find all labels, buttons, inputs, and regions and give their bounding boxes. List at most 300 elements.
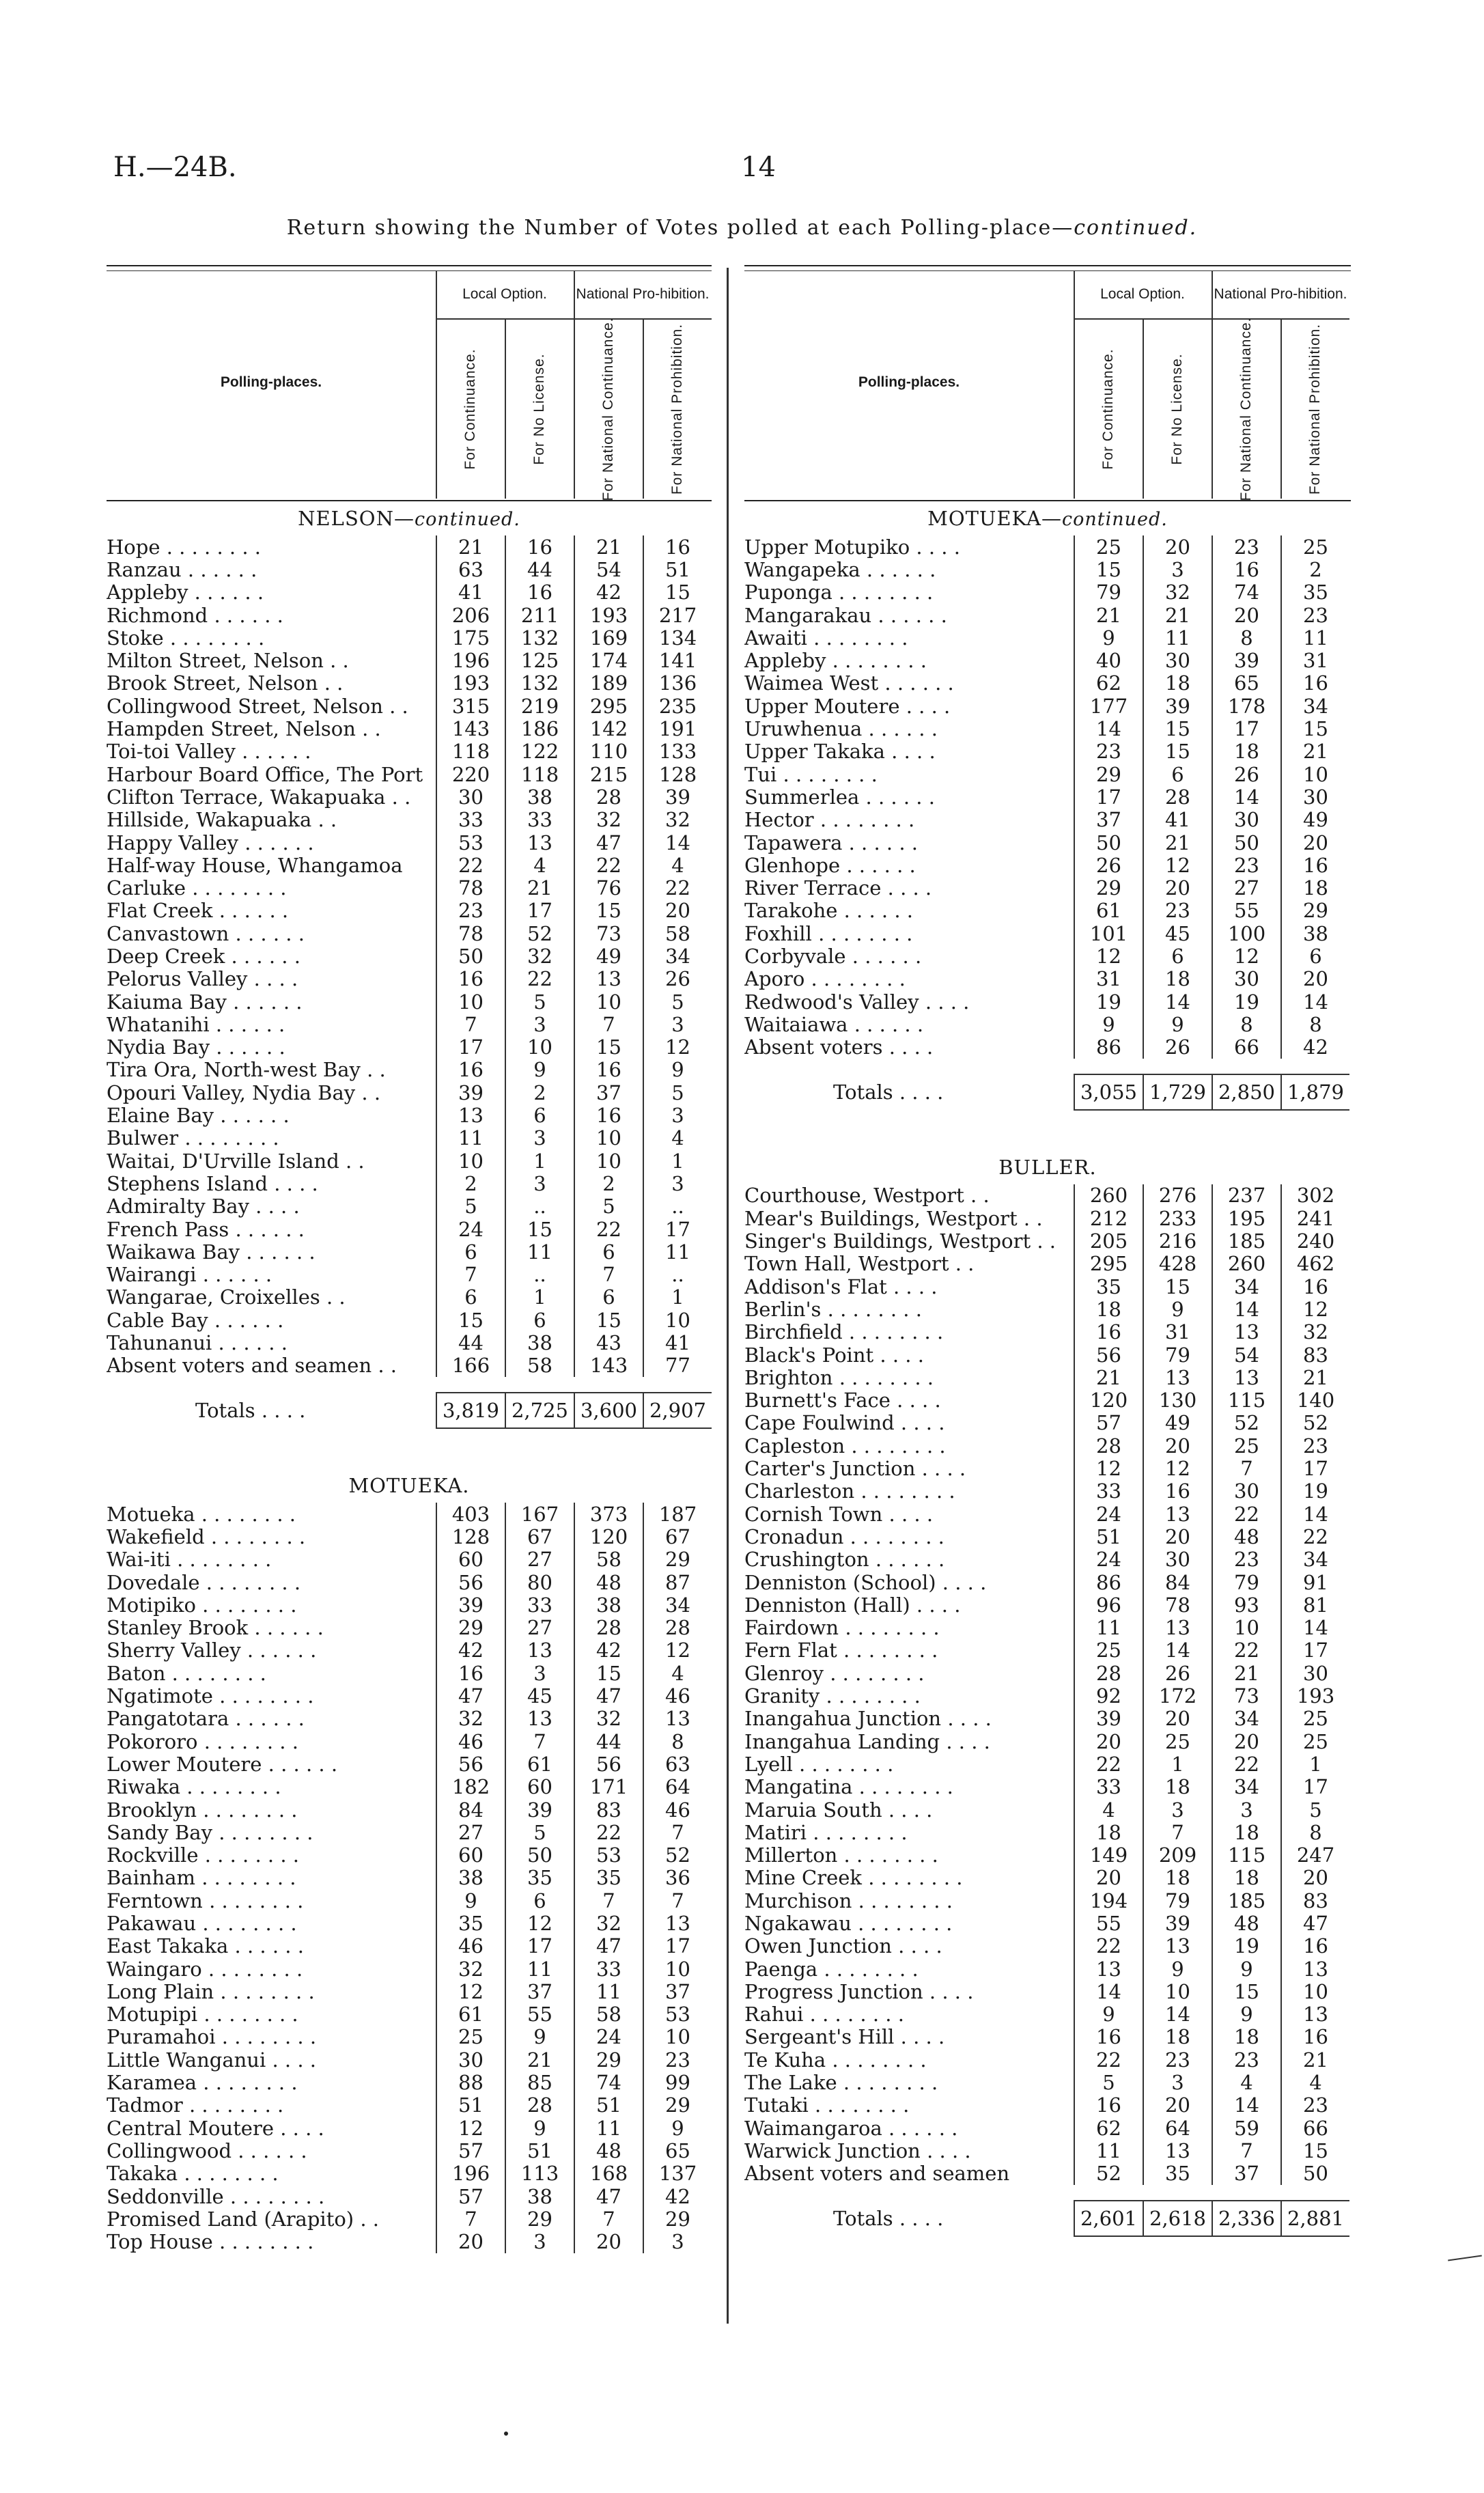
vote-count: 11 xyxy=(436,1127,505,1150)
vote-count: 216 xyxy=(1143,1229,1212,1252)
vote-count: 48 xyxy=(574,2139,643,2162)
table-row xyxy=(744,1503,1351,1525)
polling-place: Bulwer . . . . . . . . xyxy=(107,1126,279,1150)
vote-count: 10 xyxy=(574,1127,643,1150)
table-row xyxy=(107,2208,712,2230)
polling-place: Motipiko . . . . . . . . xyxy=(107,1593,297,1617)
vote-count: 93 xyxy=(1212,1593,1280,1616)
polling-place: Pokororo . . . . . . . . xyxy=(107,1729,298,1753)
table-row xyxy=(107,2117,712,2139)
polling-place: Town Hall, Westport . . xyxy=(744,1252,975,1276)
vote-count: 7 xyxy=(505,1730,574,1753)
vote-count: 78 xyxy=(436,876,505,899)
vote-count: 74 xyxy=(574,2071,643,2093)
table-row xyxy=(107,1753,712,1775)
vote-count: 47 xyxy=(436,1684,505,1707)
table-row xyxy=(107,1286,712,1309)
vote-count: 14 xyxy=(1212,785,1280,808)
table-row xyxy=(744,1708,1351,1730)
table-row xyxy=(107,2048,712,2071)
vote-count: 43 xyxy=(574,1331,643,1354)
table-row xyxy=(107,1331,712,1354)
vote-count: 39 xyxy=(436,1081,505,1104)
vote-count: 15 xyxy=(1074,558,1143,581)
vote-count: 120 xyxy=(1074,1389,1143,1412)
table-row xyxy=(107,1980,712,2003)
vote-count: 29 xyxy=(643,2094,712,2117)
vote-count: 5 xyxy=(643,1081,712,1104)
polling-place: Courthouse, Westport . . xyxy=(744,1184,990,1208)
polling-place: Stanley Brook . . . . . . xyxy=(107,1616,324,1640)
table-row xyxy=(744,1525,1351,1548)
vote-count: 23 xyxy=(1143,900,1212,922)
table-row xyxy=(107,672,712,695)
vote-count: 196 xyxy=(436,2162,505,2185)
vote-count: 3 xyxy=(505,1127,574,1150)
vote-count: 33 xyxy=(505,1593,574,1616)
vote-count: 7 xyxy=(1212,2139,1280,2162)
vote-count: 193 xyxy=(436,672,505,695)
table-row xyxy=(107,990,712,1013)
vote-count: 18 xyxy=(1212,2026,1280,2048)
vote-count: 295 xyxy=(574,695,643,717)
table-row xyxy=(744,740,1351,763)
vote-count: 17 xyxy=(1280,1639,1349,1662)
table-row xyxy=(744,900,1351,922)
vote-count: 22 xyxy=(1212,1639,1280,1662)
polling-place: Carter's Junction . . . . xyxy=(744,1457,966,1481)
table-row xyxy=(107,831,712,854)
vote-count: 276 xyxy=(1143,1184,1212,1207)
polling-place: Warwick Junction . . . . xyxy=(744,2139,971,2162)
vote-count: 49 xyxy=(1280,809,1349,831)
vote-count: 35 xyxy=(505,1867,574,1889)
vote-count: 14 xyxy=(1074,717,1143,740)
table-row xyxy=(744,1184,1351,1207)
vote-count: 54 xyxy=(574,558,643,581)
vote-count: 67 xyxy=(643,1525,712,1548)
vote-count: 27 xyxy=(505,1548,574,1571)
vote-count: 20 xyxy=(574,2230,643,2253)
vote-count: 42 xyxy=(436,1639,505,1662)
vote-count: 18 xyxy=(1143,968,1212,990)
vote-count: 50 xyxy=(1074,831,1143,854)
vote-count: 35 xyxy=(436,1912,505,1934)
vote-count: 32 xyxy=(1280,1321,1349,1343)
vote-count: 46 xyxy=(436,1935,505,1958)
table-row xyxy=(107,1571,712,1593)
table-row xyxy=(107,1525,712,1548)
polling-place: Glenhope . . . . . . xyxy=(744,853,916,877)
vote-count: 34 xyxy=(643,1593,712,1616)
table-row xyxy=(107,1104,712,1126)
vote-count: 9 xyxy=(1074,2003,1143,2026)
polling-place: Glenroy . . . . . . . . xyxy=(744,1661,925,1685)
vote-count: 10 xyxy=(1143,1980,1212,2003)
vote-count: 13 xyxy=(1143,1616,1212,1639)
vote-count: 7 xyxy=(643,1821,712,1843)
polling-place: Tui . . . . . . . . xyxy=(744,762,878,786)
vote-count: 11 xyxy=(574,1980,643,2003)
vote-count: 10 xyxy=(505,1036,574,1059)
vote-count: 34 xyxy=(1212,1776,1280,1798)
table-row xyxy=(744,1434,1351,1457)
vote-count: 23 xyxy=(1212,535,1280,558)
polling-place: Te Kuha . . . . . . . . xyxy=(744,2048,927,2072)
polling-place: Puponga . . . . . . . . xyxy=(744,581,934,604)
header-sub-2: For No License. xyxy=(1168,353,1185,465)
vote-count: 22 xyxy=(574,1218,643,1240)
vote-count: 11 xyxy=(643,1240,712,1263)
vote-count: 26 xyxy=(1143,1036,1212,1059)
vote-count: 22 xyxy=(574,854,643,876)
vote-count: 25 xyxy=(1280,1708,1349,1730)
vote-count: 115 xyxy=(1212,1389,1280,1412)
table-row xyxy=(744,785,1351,808)
polling-place: Sherry Valley . . . . . . xyxy=(107,1639,317,1662)
table-row xyxy=(107,2071,712,2093)
polling-place: Ngakawau . . . . . . . . xyxy=(744,1911,953,1935)
table-row xyxy=(744,1389,1351,1412)
vote-count: 8 xyxy=(643,1730,712,1753)
vote-count: 2 xyxy=(1280,558,1349,581)
vote-count: 185 xyxy=(1212,1229,1280,1252)
vote-count: 61 xyxy=(1074,900,1143,922)
vote-count: 26 xyxy=(1143,1662,1212,1684)
vote-count: 15 xyxy=(1280,2139,1349,2162)
table-row xyxy=(744,1843,1351,1866)
vote-count: 41 xyxy=(1143,809,1212,831)
vote-count: 96 xyxy=(1074,1593,1143,1616)
polling-place: Mear's Buildings, Westport . . xyxy=(744,1206,1043,1230)
vote-count: 51 xyxy=(436,2094,505,2117)
polling-place: River Terrace . . . . xyxy=(744,876,932,900)
vote-count: 33 xyxy=(1074,1776,1143,1798)
polling-place: Corbyvale . . . . . . xyxy=(744,945,922,968)
vote-count: 24 xyxy=(436,1218,505,1240)
polling-place: Addison's Flat . . . . xyxy=(744,1275,938,1298)
vote-count: 38 xyxy=(505,2185,574,2208)
vote-count: 56 xyxy=(1074,1343,1143,1366)
polling-place: Mangarakau . . . . . . xyxy=(744,603,947,627)
table-row xyxy=(744,854,1351,876)
table-row xyxy=(744,695,1351,717)
vote-count: 47 xyxy=(574,2185,643,2208)
vote-count: 29 xyxy=(1280,900,1349,922)
vote-count: 7 xyxy=(436,1264,505,1286)
polling-place: Absent voters . . . . xyxy=(744,1035,934,1059)
vote-count: 32 xyxy=(436,1708,505,1730)
polling-place: Burnett's Face . . . . xyxy=(744,1389,941,1412)
vote-count: 48 xyxy=(1212,1912,1280,1934)
table-row xyxy=(744,1593,1351,1616)
vote-count: 21 xyxy=(1143,831,1212,854)
vote-count: 42 xyxy=(643,2185,712,2208)
header-local-option: Local Option. xyxy=(1100,286,1185,303)
vote-count: 7 xyxy=(643,1889,712,1912)
vote-count: 23 xyxy=(643,2048,712,2071)
header-polling-places: Polling-places. xyxy=(858,374,960,390)
totals-row xyxy=(744,1074,1351,1111)
table-row xyxy=(744,558,1351,581)
table-row xyxy=(744,990,1351,1013)
vote-count: 149 xyxy=(1074,1843,1143,1866)
header-polling-places: Polling-places. xyxy=(220,374,322,390)
vote-count: 79 xyxy=(1143,1889,1212,1912)
vote-count: 61 xyxy=(505,1753,574,1775)
vote-count: 38 xyxy=(574,1593,643,1616)
vote-count: 28 xyxy=(1074,1662,1143,1684)
vote-count: 18 xyxy=(1143,1776,1212,1798)
vote-count: 21 xyxy=(1280,740,1349,763)
vote-count: 143 xyxy=(436,717,505,740)
vote-count: 215 xyxy=(574,763,643,785)
vote-count: 17 xyxy=(1212,717,1280,740)
polling-place: Absent voters and seamen . . xyxy=(107,1354,397,1378)
table-row xyxy=(107,1309,712,1331)
page-title: Return showing the Number of Votes polled at each Polling-place—continued. xyxy=(286,216,1198,240)
vote-count: 23 xyxy=(1280,1434,1349,1457)
vote-count: 25 xyxy=(1074,1639,1143,1662)
vote-count: 22 xyxy=(1074,1753,1143,1775)
polling-place: Tira Ora, North-west Bay . . xyxy=(107,1058,386,1082)
vote-count: 50 xyxy=(505,1843,574,1866)
vote-count: 8 xyxy=(1280,1013,1349,1035)
vote-count: 25 xyxy=(1280,535,1349,558)
table-header xyxy=(744,265,1351,501)
table-row xyxy=(107,1616,712,1639)
vote-count: 212 xyxy=(1074,1207,1143,1229)
table-row xyxy=(107,1935,712,1958)
table-row xyxy=(744,1821,1351,1843)
vote-count: 1 xyxy=(505,1150,574,1172)
vote-count: 3 xyxy=(1143,558,1212,581)
vote-count: 16 xyxy=(505,581,574,604)
polling-place: Hampden Street, Nelson . . xyxy=(107,717,381,741)
vote-count: 25 xyxy=(1280,1730,1349,1753)
vote-count: 47 xyxy=(574,1935,643,1958)
vote-count: 81 xyxy=(1280,1593,1349,1616)
polling-place: Nydia Bay . . . . . . xyxy=(107,1035,285,1059)
vote-count: 25 xyxy=(1074,535,1143,558)
vote-count: 47 xyxy=(574,831,643,854)
vote-count: 49 xyxy=(574,945,643,967)
vote-count: 20 xyxy=(1212,1730,1280,1753)
vote-count: 20 xyxy=(1212,604,1280,626)
column-divider xyxy=(727,268,729,2324)
table-row xyxy=(107,1036,712,1059)
vote-count: 174 xyxy=(574,649,643,671)
vote-count: 12 xyxy=(1143,854,1212,876)
table-row xyxy=(107,2162,712,2185)
vote-count: 8 xyxy=(1212,1013,1280,1035)
vote-count: 20 xyxy=(1143,1708,1212,1730)
vote-count: 14 xyxy=(1280,1616,1349,1639)
vote-count: 6 xyxy=(1143,945,1212,967)
vote-count: 20 xyxy=(1143,535,1212,558)
vote-count: 15 xyxy=(1280,717,1349,740)
vote-count: 15 xyxy=(574,1309,643,1331)
vote-count: 47 xyxy=(1280,1912,1349,1934)
table-row xyxy=(107,785,712,808)
vote-count: 315 xyxy=(436,695,505,717)
vote-count: 14 xyxy=(1280,990,1349,1013)
table-row xyxy=(744,1798,1351,1821)
polling-place: Millerton . . . . . . . . xyxy=(744,1843,938,1867)
vote-count: 209 xyxy=(1143,1843,1212,1866)
table-row xyxy=(107,1708,712,1730)
vote-count: 14 xyxy=(1212,1298,1280,1320)
polling-place: Wangapeka . . . . . . xyxy=(744,557,936,581)
vote-count: 17 xyxy=(505,1935,574,1958)
table-row xyxy=(107,1843,712,1866)
vote-count: 3 xyxy=(643,1104,712,1126)
vote-count: 17 xyxy=(1074,785,1143,808)
table-row xyxy=(744,2071,1351,2093)
vote-count: 187 xyxy=(643,1503,712,1525)
polling-place: Milton Street, Nelson . . xyxy=(107,649,349,673)
vote-count: 8 xyxy=(1280,1821,1349,1843)
vote-count: 6 xyxy=(505,1309,574,1331)
vote-count: 34 xyxy=(643,945,712,967)
vote-count: 118 xyxy=(505,763,574,785)
vote-count: 4 xyxy=(1074,1798,1143,1821)
vote-count: 42 xyxy=(574,1639,643,1662)
ink-dot xyxy=(504,2432,508,2436)
vote-count: 30 xyxy=(1212,968,1280,990)
vote-count: 5 xyxy=(574,1195,643,1218)
vote-count: 11 xyxy=(1143,626,1212,649)
polling-place: Waimangaroa . . . . . . xyxy=(744,2116,958,2140)
vote-count: 12 xyxy=(1143,1457,1212,1479)
vote-count: 52 xyxy=(1212,1412,1280,1434)
vote-count: 16 xyxy=(436,968,505,990)
polling-place: Waingaro . . . . . . . . xyxy=(107,1957,303,1981)
vote-count: 8 xyxy=(1212,626,1280,649)
polling-place: Cape Foulwind . . . . xyxy=(744,1411,945,1435)
table-row xyxy=(744,1298,1351,1320)
vote-count: 52 xyxy=(1280,1412,1349,1434)
vote-count: 22 xyxy=(574,1821,643,1843)
vote-count: 14 xyxy=(643,831,712,854)
total-count: 2,336 xyxy=(1212,2200,1280,2237)
vote-count: 9 xyxy=(505,2117,574,2139)
table-row xyxy=(107,1730,712,1753)
polling-place: Pangatotara . . . . . . xyxy=(107,1707,305,1731)
vote-count: 24 xyxy=(1074,1503,1143,1525)
vote-count: 29 xyxy=(436,1616,505,1639)
vote-count: 23 xyxy=(1212,854,1280,876)
vote-count: 58 xyxy=(505,1354,574,1377)
vote-count: 13 xyxy=(1280,2003,1349,2026)
polling-place: Singer's Buildings, Westport . . xyxy=(744,1229,1056,1253)
vote-count: 6 xyxy=(436,1286,505,1309)
vote-count: 55 xyxy=(505,2003,574,2026)
vote-count: 237 xyxy=(1212,1184,1280,1207)
vote-count: 128 xyxy=(436,1525,505,1548)
vote-count: 99 xyxy=(643,2071,712,2093)
table-row xyxy=(744,1662,1351,1684)
vote-count: 40 xyxy=(1074,649,1143,671)
polling-place: Murchison . . . . . . . . xyxy=(744,1889,953,1912)
vote-count: 28 xyxy=(574,785,643,808)
polling-place: Hillside, Wakapuaka . . xyxy=(107,808,337,832)
table-row xyxy=(107,717,712,740)
vote-count: 20 xyxy=(1143,876,1212,899)
vote-count: 13 xyxy=(1143,1935,1212,1958)
header-sub-3: For National Continuance. xyxy=(600,317,616,501)
vote-count: 14 xyxy=(1212,2094,1280,2117)
vote-count: 91 xyxy=(1280,1571,1349,1593)
vote-count: 41 xyxy=(643,1331,712,1354)
vote-count: .. xyxy=(505,1264,574,1286)
table-row xyxy=(107,968,712,990)
vote-count: 12 xyxy=(643,1639,712,1662)
polling-place: Wairangi . . . . . . xyxy=(107,1263,272,1287)
total-count: 1,729 xyxy=(1143,1074,1212,1111)
polling-place: Waitaiawa . . . . . . xyxy=(744,1012,924,1036)
vote-count: 37 xyxy=(1074,809,1143,831)
vote-count: 12 xyxy=(436,1980,505,2003)
polling-place: Inangahua Junction . . . . xyxy=(744,1707,992,1731)
polling-place: Canvastown . . . . . . xyxy=(107,921,305,945)
polling-place: Fern Flat . . . . . . . . xyxy=(744,1639,938,1662)
vote-count: .. xyxy=(643,1264,712,1286)
vote-count: 15 xyxy=(505,1218,574,1240)
table-row xyxy=(107,1354,712,1377)
polling-place: Takaka . . . . . . . . xyxy=(107,2162,279,2186)
vote-count: 3 xyxy=(505,1662,574,1684)
vote-count: 13 xyxy=(1280,1958,1349,1980)
total-count: 2,618 xyxy=(1143,2200,1212,2237)
vote-count: 133 xyxy=(643,740,712,763)
section-title: MOTUEKA. xyxy=(348,1473,470,1497)
vote-count: 15 xyxy=(436,1309,505,1331)
vote-count: 137 xyxy=(643,2162,712,2185)
vote-count: 9 xyxy=(1143,1298,1212,1320)
vote-count: 3 xyxy=(643,2230,712,2253)
vote-count: 60 xyxy=(505,1776,574,1798)
vote-count: 23 xyxy=(436,900,505,922)
vote-count: 16 xyxy=(505,535,574,558)
vote-count: 18 xyxy=(1143,1867,1212,1889)
table-row xyxy=(744,968,1351,990)
vote-count: 9 xyxy=(1074,626,1143,649)
vote-count: 15 xyxy=(574,1662,643,1684)
table-row xyxy=(744,1275,1351,1298)
polling-place: Appleby . . . . . . . . xyxy=(744,649,927,673)
polling-place: Inangahua Landing . . . . xyxy=(744,1729,990,1753)
vote-count: 28 xyxy=(1074,1434,1143,1457)
vote-count: 15 xyxy=(574,1036,643,1059)
polling-place: Summerlea . . . . . . xyxy=(744,785,935,809)
vote-count: 16 xyxy=(1280,2026,1349,2048)
polling-place: Pakawau . . . . . . . . xyxy=(107,1911,297,1935)
vote-count: 39 xyxy=(1074,1708,1143,1730)
vote-count: 11 xyxy=(1074,2139,1143,2162)
vote-count: 16 xyxy=(574,1104,643,1126)
vote-count: 12 xyxy=(1074,945,1143,967)
vote-count: 25 xyxy=(1143,1730,1212,1753)
vote-count: 28 xyxy=(1143,785,1212,808)
vote-count: 30 xyxy=(1280,785,1349,808)
polling-place: Brighton . . . . . . . . xyxy=(744,1365,934,1389)
vote-count: 17 xyxy=(505,900,574,922)
vote-count: 15 xyxy=(574,900,643,922)
table-row xyxy=(744,535,1351,558)
vote-count: 20 xyxy=(1280,1867,1349,1889)
polling-place: Carluke . . . . . . . . xyxy=(107,876,287,900)
